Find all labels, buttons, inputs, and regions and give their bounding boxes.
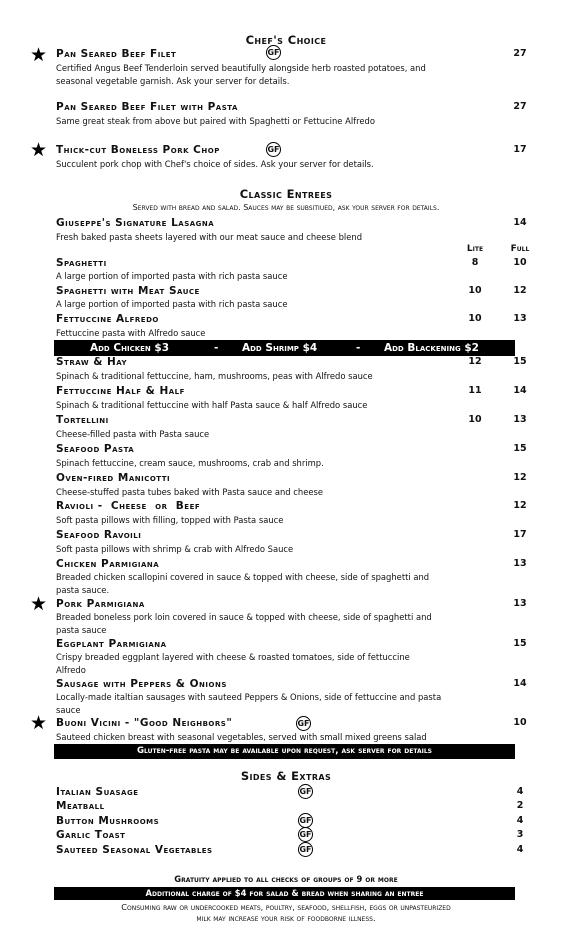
item-name: Straw & Hay xyxy=(56,356,128,368)
item-desc: Sauteed chicken breast with seasonal vegetables, served with small mixed greens salad xyxy=(56,732,427,742)
item-price-full: 10 xyxy=(513,257,527,268)
item-price-full: 15 xyxy=(513,356,527,367)
item-name: Oven-fired Manicotti xyxy=(56,472,171,484)
item-name: Tortellini xyxy=(56,414,109,426)
item-price-lite: 12 xyxy=(468,356,482,367)
classic-entrees-title: Classic Entrees xyxy=(239,187,333,201)
wheat-badge-icon: GF xyxy=(266,45,281,60)
item-name: Thick-cut Boneless Pork Chop xyxy=(56,144,220,156)
side-name: Sauteed Seasonal Vegetables xyxy=(56,844,213,856)
item-price: 27 xyxy=(513,48,527,59)
item-desc: A large portion of imported pasta with rich pasta sauce xyxy=(56,299,288,309)
item-price-full: 12 xyxy=(513,500,527,511)
item-desc: Spinach & traditional fettuccine, ham, mushrooms, peas with Alfredo sauce xyxy=(56,371,373,381)
item-desc: A large portion of imported pasta with rich pasta sauce xyxy=(56,271,288,281)
item-name: Eggplant Parmigiana xyxy=(56,638,167,650)
chefs-choice-title: Chef's Choice xyxy=(245,33,327,47)
side-name: Garlic Toast xyxy=(56,829,126,841)
item-price-full: 13 xyxy=(513,598,527,609)
item-desc: Same great steak from above but paired with Spaghetti or Fettucine Alfredo xyxy=(56,116,375,126)
item-name: Fettuccine Alfredo xyxy=(56,313,159,325)
side-price: 4 xyxy=(516,844,524,855)
item-desc: Succulent pork chop with Chef's choice of sides. Ask your server for details. xyxy=(56,159,374,169)
item-price-full: 13 xyxy=(513,558,527,569)
item-price-full: 12 xyxy=(513,285,527,296)
item-name: Fettuccine Half & Half xyxy=(56,385,185,397)
item-price-lite: 8 xyxy=(471,257,479,268)
wheat-badge-icon: GF xyxy=(298,842,313,857)
item-name: Seafood Ravoili xyxy=(56,529,142,541)
item-desc: Fettuccine pasta with Alfredo sauce xyxy=(56,328,206,338)
item-name: Chicken Parmigiana xyxy=(56,558,160,570)
star-icon: ★ xyxy=(30,593,48,615)
item-desc: Soft pasta pillows with filling, topped with Pasta sauce xyxy=(56,515,284,525)
item-price-full: 14 xyxy=(513,385,527,396)
item-desc: Certified Angus Beef Tenderloin served beautifully alongside herb roasted potatoes, and seasonal vegetable garnish. Ask your server for details. xyxy=(56,63,426,86)
full-header: Full xyxy=(510,244,530,254)
add-shrimp: Add Shrimp $4 xyxy=(242,342,318,354)
gratuity-note: Gratuity applied to all checks of groups of 9 or more xyxy=(174,874,398,884)
side-price: 2 xyxy=(516,800,524,811)
side-price: 4 xyxy=(516,815,524,826)
item-desc: Crispy breaded eggplant layered with cheese & roasted tomatoes, side of fettuccine Alfredo xyxy=(56,652,410,675)
side-name: Button Mushrooms xyxy=(56,815,160,827)
item-price-full: 14 xyxy=(513,217,527,228)
item-desc: Spinach fettuccine, cream sauce, mushrooms, crab and shrimp. xyxy=(56,458,324,468)
item-price-full: 10 xyxy=(513,717,527,728)
side-name: Meatball xyxy=(56,800,105,812)
item-name: Pan Seared Beef Filet with Pasta xyxy=(56,101,238,113)
item-name: Buoni Vicini - "Good Neighbors" xyxy=(56,717,233,729)
side-price: 3 xyxy=(516,829,524,840)
item-name: Pan Seared Beef Filet xyxy=(56,48,177,60)
item-name: Spaghetti xyxy=(56,257,107,269)
item-name: Spaghetti with Meat Sauce xyxy=(56,285,200,297)
add-ons-bar xyxy=(54,340,515,356)
item-desc: Breaded boneless pork loin covered in sauce & topped with cheese, side of spaghetti and pasta sauce xyxy=(56,612,432,635)
item-name: Giuseppe's Signature Lasagna xyxy=(56,217,215,229)
item-price-lite: 10 xyxy=(468,414,482,425)
add-chicken: Add Chicken $3 xyxy=(90,342,170,354)
item-price-full: 13 xyxy=(513,313,527,324)
add-sep: - xyxy=(214,342,219,354)
item-price-full: 15 xyxy=(513,638,527,649)
item-name: Pork Parmigiana xyxy=(56,598,145,610)
item-price-lite: 11 xyxy=(468,385,482,396)
item-price-full: 12 xyxy=(513,472,527,483)
item-price-full: 13 xyxy=(513,414,527,425)
item-name: Seafood Pasta xyxy=(56,443,135,455)
wheat-badge-icon: GF xyxy=(296,716,311,731)
gluten-free-bar: Gluten-free pasta may be available upon request, ask server for details xyxy=(54,744,515,759)
sides-title: Sides & Extras xyxy=(240,769,332,783)
wheat-badge-icon: GF xyxy=(298,813,313,828)
item-price-full: 14 xyxy=(513,678,527,689)
item-price-full: 15 xyxy=(513,443,527,454)
item-desc: Locally-made italtian sausages with sauteed Peppers & Onions, side of fettuccine and pasta sauce xyxy=(56,692,442,715)
item-desc: Soft pasta pillows with shrimp & crab with Alfredo Sauce xyxy=(56,544,294,554)
sharing-charge-bar: Additional charge of $4 for salad & bread when sharing an entree xyxy=(54,887,515,900)
item-desc: Breaded chicken scallopini covered in sauce & topped with cheese, side of spaghetti and pasta sauce. xyxy=(56,572,430,595)
wheat-badge-icon: GF xyxy=(298,827,313,842)
wheat-badge-icon: GF xyxy=(298,784,313,799)
item-price-full: 17 xyxy=(513,529,527,540)
item-price-lite: 10 xyxy=(468,313,482,324)
item-desc: Cheese-filled pasta with Pasta sauce xyxy=(56,429,210,439)
add-blackening: Add Blackening $2 xyxy=(384,342,479,354)
star-icon: ★ xyxy=(30,44,48,66)
item-price-lite: 10 xyxy=(468,285,482,296)
side-name: Italian Suasage xyxy=(56,786,139,798)
item-desc: Cheese-stuffed pasta tubes baked with Pasta sauce and cheese xyxy=(56,487,324,497)
item-desc: Spinach & traditional fettuccine with half Pasta sauce & half Alfredo sauce xyxy=(56,400,368,410)
item-desc: Fresh baked pasta sheets layered with our meat sauce and cheese blend xyxy=(56,232,363,242)
item-name: Sausage with Peppers & Onions xyxy=(56,678,227,690)
classic-note: Served with bread and salad. Sauces may be subsitiued, ask your server for details. xyxy=(132,203,440,212)
add-sep: - xyxy=(356,342,361,354)
consumer-warning-line-1: Consuming raw or undercooked meats, poultry, seafood, shellfish, eggs or unpasteurized xyxy=(121,902,451,912)
wheat-badge-icon: GF xyxy=(266,142,281,157)
side-price: 4 xyxy=(516,786,524,797)
item-price: 27 xyxy=(513,101,527,112)
star-icon: ★ xyxy=(30,712,48,734)
item-name: Ravioli - Cheese or Beef xyxy=(56,500,201,512)
lite-header: Lite xyxy=(466,244,484,254)
item-price: 17 xyxy=(513,144,527,155)
consumer-warning-line-2: milk may increase your risk of foodborne illness. xyxy=(196,913,376,923)
star-icon: ★ xyxy=(30,139,48,161)
